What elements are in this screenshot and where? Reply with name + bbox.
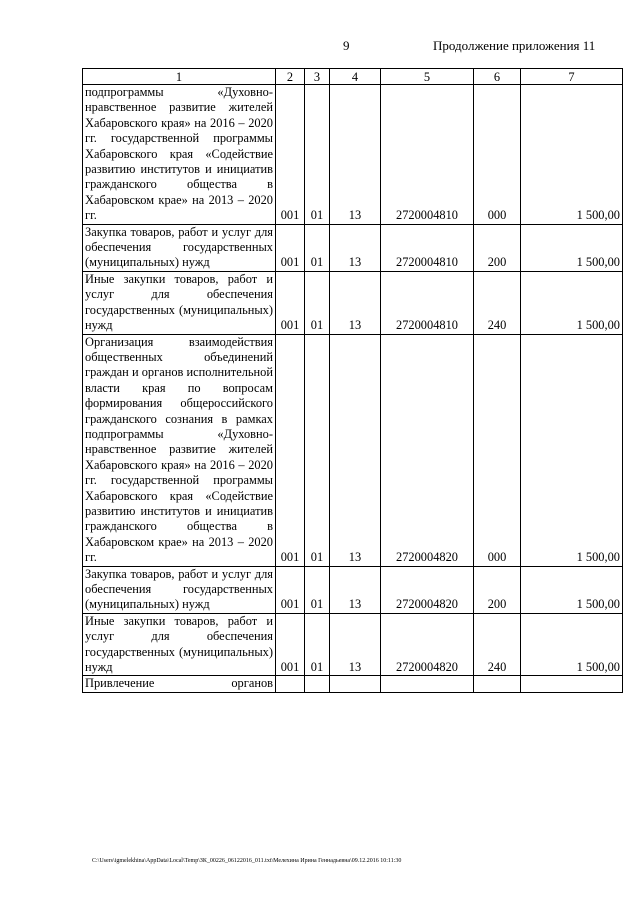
- cell-amount: 1 500,00: [521, 334, 623, 566]
- column-header: 6: [474, 69, 521, 85]
- cell-section: 01: [305, 566, 330, 613]
- table-row: [83, 224, 623, 271]
- cell-target-article: 2720004810: [381, 224, 474, 271]
- continuation-title: Продолжение приложения 11: [433, 38, 596, 53]
- column-header: 7: [521, 69, 623, 85]
- cell-expense-type: 000: [474, 334, 521, 566]
- cell-target-article: 2720004810: [381, 85, 474, 225]
- page-number: 9: [343, 38, 350, 53]
- cell-target-article: 2720004820: [381, 566, 474, 613]
- column-header: 2: [276, 69, 305, 85]
- cell-expense-type: 200: [474, 224, 521, 271]
- row-description: подпрограммы «Духовно-нравственное развитие жителей Хабаровского края» на 2016 – 2020 гг. государственной программы Хабаровского края «Содействие развитию институтов и инициатив гражданского общества в Хабаровском крае» на 2013 – 2020 гг.: [83, 85, 276, 225]
- row-description: Иные закупки товаров, работ и услуг для обеспечения государственных (муниципальных) нужд: [83, 271, 276, 334]
- cell-section: 01: [305, 334, 330, 566]
- table-row: [83, 85, 623, 225]
- table-row: [83, 613, 623, 676]
- cell-target-article: 2720004810: [381, 271, 474, 334]
- table-row: [83, 566, 623, 613]
- column-header: 5: [381, 69, 474, 85]
- cell-amount: 1 500,00: [521, 224, 623, 271]
- cell-subsection: 13: [330, 85, 381, 225]
- cell-code-admin: 001: [276, 566, 305, 613]
- cell-subsection: 13: [330, 566, 381, 613]
- row-description: Привлечение органов: [83, 676, 276, 692]
- row-description: Организация взаимодействия общественных объединений граждан и органов исполнительной власти края по вопросам формирования общероссийского гражданского сознания в рамках подпрограммы «Духовно-нравственное развитие жителей Хабаровского края» на 2016 – 2020 гг. государственной программы Хабаровского края «Содействие развитию институтов и инициатив гражданского общества в Хабаровском крае» на 2013 – 2020 гг.: [83, 334, 276, 566]
- cell-expense-type: 240: [474, 271, 521, 334]
- cell-subsection: 13: [330, 613, 381, 676]
- cell-target-article: [381, 676, 474, 692]
- cell-section: [305, 676, 330, 692]
- cell-amount: 1 500,00: [521, 271, 623, 334]
- cell-subsection: 13: [330, 224, 381, 271]
- cell-amount: 1 500,00: [521, 566, 623, 613]
- row-description: Закупка товаров, работ и услуг для обеспечения государственных (муниципальных) нужд: [83, 566, 276, 613]
- file-path-footer: C:\Users\igmelekhina\AppData\Local\Temp\ЗК_00226_06122016_011.txt\Мелехина Ирина Геннадьевна\09.12.2016 10:11:30: [92, 858, 402, 864]
- cell-amount: 1 500,00: [521, 85, 623, 225]
- cell-code-admin: 001: [276, 613, 305, 676]
- cell-subsection: [330, 676, 381, 692]
- cell-code-admin: 001: [276, 271, 305, 334]
- cell-section: 01: [305, 85, 330, 225]
- table-row: [83, 334, 623, 566]
- column-header: 3: [305, 69, 330, 85]
- cell-section: 01: [305, 224, 330, 271]
- column-header: 1: [83, 69, 276, 85]
- cell-amount: [521, 676, 623, 692]
- table-row: [83, 271, 623, 334]
- row-description: Закупка товаров, работ и услуг для обеспечения государственных (муниципальных) нужд: [83, 224, 276, 271]
- cell-amount: 1 500,00: [521, 613, 623, 676]
- table-header-row: [83, 69, 623, 85]
- cell-subsection: 13: [330, 334, 381, 566]
- row-description: Иные закупки товаров, работ и услуг для обеспечения государственных (муниципальных) нужд: [83, 613, 276, 676]
- cell-expense-type: 000: [474, 85, 521, 225]
- column-header: 4: [330, 69, 381, 85]
- cell-subsection: 13: [330, 271, 381, 334]
- cell-target-article: 2720004820: [381, 334, 474, 566]
- cell-expense-type: [474, 676, 521, 692]
- cell-expense-type: 240: [474, 613, 521, 676]
- cell-code-admin: [276, 676, 305, 692]
- cell-expense-type: 200: [474, 566, 521, 613]
- budget-table: [82, 68, 623, 693]
- cell-code-admin: 001: [276, 85, 305, 225]
- cell-code-admin: 001: [276, 224, 305, 271]
- table-row: [83, 676, 623, 692]
- cell-code-admin: 001: [276, 334, 305, 566]
- cell-section: 01: [305, 613, 330, 676]
- cell-section: 01: [305, 271, 330, 334]
- cell-target-article: 2720004820: [381, 613, 474, 676]
